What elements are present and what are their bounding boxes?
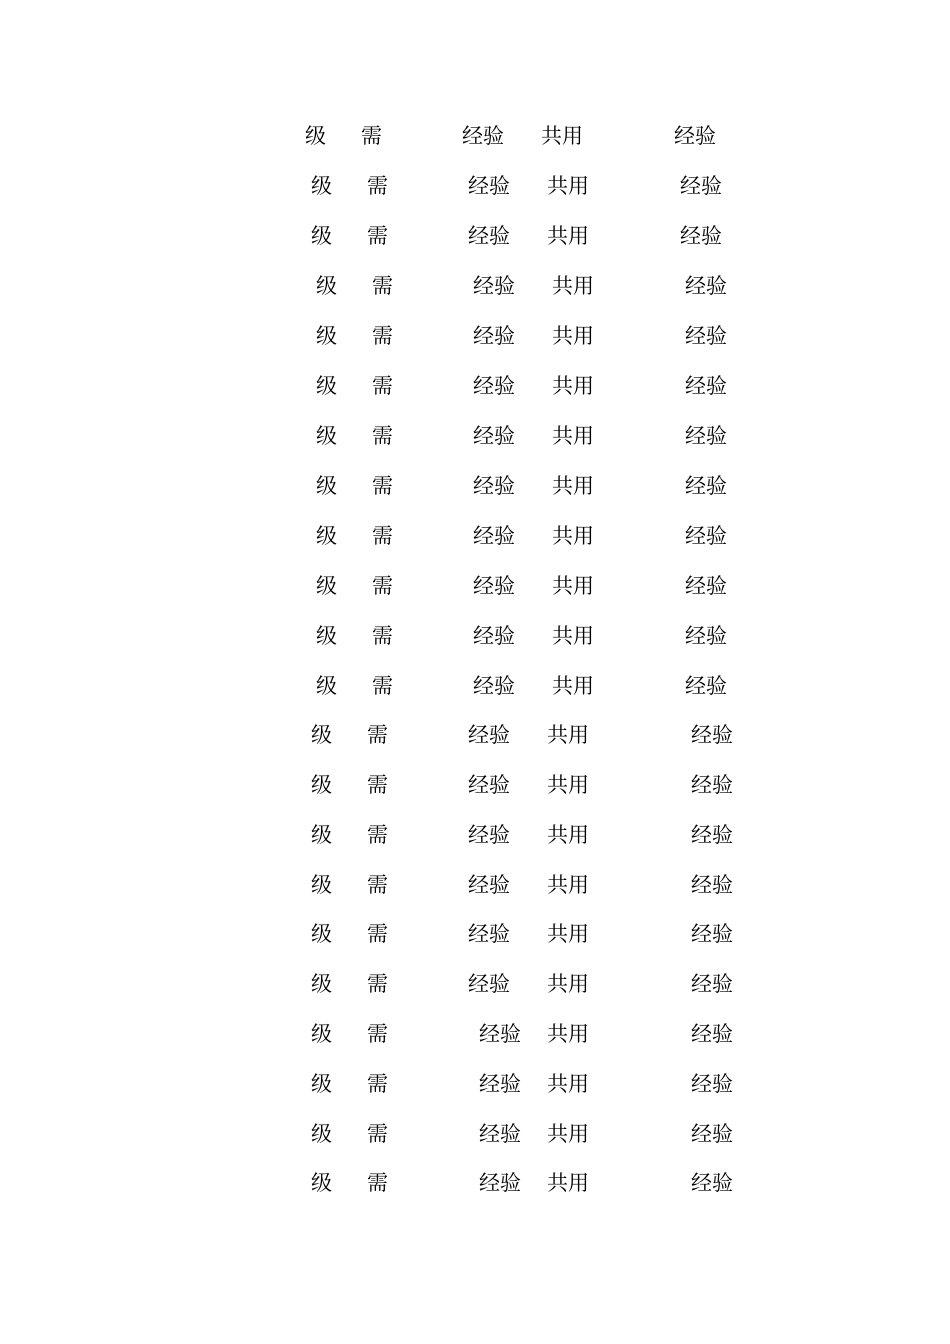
experience-text-2: 经验 (691, 1022, 733, 1046)
text-row (0, 671, 950, 701)
text-row (0, 421, 950, 451)
experience-text: 经验 (473, 374, 515, 398)
need-text: 需 (372, 524, 393, 548)
text-row (0, 1168, 950, 1198)
need-text: 需 (367, 723, 388, 747)
experience-text: 经验 (479, 1122, 521, 1146)
experience-text-2: 经验 (691, 1171, 733, 1195)
total-used-text: 共用 (547, 922, 589, 946)
experience-text: 经验 (468, 972, 510, 996)
total-used-text: 共用 (547, 823, 589, 847)
total-used-text: 共用 (547, 174, 589, 198)
total-used-text: 共用 (552, 624, 594, 648)
experience-text-2: 经验 (680, 224, 722, 248)
total-used-text: 共用 (547, 1072, 589, 1096)
level-text: 级 (311, 1122, 332, 1146)
experience-text-2: 经验 (691, 972, 733, 996)
experience-text: 经验 (479, 1072, 521, 1096)
need-text: 需 (372, 324, 393, 348)
level-text: 级 (316, 524, 337, 548)
level-text: 级 (311, 174, 332, 198)
text-row (0, 321, 950, 351)
text-row (0, 171, 950, 201)
text-row (0, 919, 950, 949)
need-text: 需 (361, 124, 382, 148)
need-text: 需 (367, 1171, 388, 1195)
level-text: 级 (311, 773, 332, 797)
experience-text-2: 经验 (685, 624, 727, 648)
total-used-text: 共用 (541, 124, 583, 148)
experience-text: 经验 (473, 324, 515, 348)
need-text: 需 (372, 624, 393, 648)
experience-text: 经验 (468, 773, 510, 797)
level-text: 级 (316, 674, 337, 698)
text-row (0, 221, 950, 251)
text-row (0, 121, 950, 151)
total-used-text: 共用 (552, 324, 594, 348)
need-text: 需 (367, 972, 388, 996)
total-used-text: 共用 (547, 224, 589, 248)
experience-text: 经验 (473, 274, 515, 298)
total-used-text: 共用 (547, 773, 589, 797)
total-used-text: 共用 (552, 524, 594, 548)
text-row (0, 1069, 950, 1099)
total-used-text: 共用 (552, 424, 594, 448)
level-text: 级 (316, 624, 337, 648)
experience-text: 经验 (473, 474, 515, 498)
experience-text-2: 经验 (691, 922, 733, 946)
experience-text: 经验 (468, 224, 510, 248)
level-text: 级 (311, 224, 332, 248)
experience-text-2: 经验 (691, 773, 733, 797)
experience-text-2: 经验 (685, 424, 727, 448)
experience-text-2: 经验 (685, 474, 727, 498)
text-row (0, 521, 950, 551)
experience-text: 经验 (479, 1022, 521, 1046)
experience-text: 经验 (468, 922, 510, 946)
need-text: 需 (367, 224, 388, 248)
text-row (0, 571, 950, 601)
experience-text-2: 经验 (691, 723, 733, 747)
need-text: 需 (372, 674, 393, 698)
level-text: 级 (311, 972, 332, 996)
experience-text-2: 经验 (691, 1122, 733, 1146)
experience-text-2: 经验 (691, 1072, 733, 1096)
total-used-text: 共用 (547, 723, 589, 747)
experience-text: 经验 (473, 574, 515, 598)
total-used-text: 共用 (547, 873, 589, 897)
total-used-text: 共用 (552, 574, 594, 598)
experience-text-2: 经验 (685, 524, 727, 548)
text-row (0, 621, 950, 651)
level-text: 级 (305, 124, 326, 148)
level-text: 级 (311, 823, 332, 847)
text-row (0, 720, 950, 750)
need-text: 需 (367, 773, 388, 797)
need-text: 需 (372, 374, 393, 398)
level-text: 级 (316, 324, 337, 348)
text-row (0, 1119, 950, 1149)
total-used-text: 共用 (547, 1171, 589, 1195)
experience-text-2: 经验 (691, 823, 733, 847)
total-used-text: 共用 (552, 374, 594, 398)
level-text: 级 (311, 723, 332, 747)
text-row (0, 969, 950, 999)
level-text: 级 (311, 1171, 332, 1195)
experience-text: 经验 (468, 174, 510, 198)
experience-text-2: 经验 (685, 274, 727, 298)
need-text: 需 (367, 823, 388, 847)
total-used-text: 共用 (552, 674, 594, 698)
level-text: 级 (316, 574, 337, 598)
experience-text: 经验 (468, 873, 510, 897)
experience-text: 经验 (462, 124, 504, 148)
experience-text-2: 经验 (691, 873, 733, 897)
level-text: 级 (316, 424, 337, 448)
experience-text: 经验 (473, 524, 515, 548)
level-text: 级 (316, 474, 337, 498)
experience-text-2: 经验 (680, 174, 722, 198)
text-row (0, 870, 950, 900)
experience-text-2: 经验 (685, 374, 727, 398)
need-text: 需 (372, 574, 393, 598)
need-text: 需 (372, 274, 393, 298)
text-row (0, 820, 950, 850)
text-row (0, 1019, 950, 1049)
level-text: 级 (311, 1072, 332, 1096)
level-text: 级 (311, 1022, 332, 1046)
experience-text-2: 经验 (674, 124, 716, 148)
total-used-text: 共用 (552, 474, 594, 498)
text-row (0, 271, 950, 301)
total-used-text: 共用 (547, 1122, 589, 1146)
experience-text: 经验 (479, 1171, 521, 1195)
total-used-text: 共用 (547, 1022, 589, 1046)
experience-text: 经验 (473, 424, 515, 448)
level-text: 级 (311, 922, 332, 946)
total-used-text: 共用 (547, 972, 589, 996)
need-text: 需 (367, 1022, 388, 1046)
level-text: 级 (311, 873, 332, 897)
experience-text: 经验 (473, 624, 515, 648)
experience-text: 经验 (473, 674, 515, 698)
need-text: 需 (367, 873, 388, 897)
text-row (0, 471, 950, 501)
experience-text: 经验 (468, 723, 510, 747)
text-row (0, 371, 950, 401)
experience-text-2: 经验 (685, 574, 727, 598)
need-text: 需 (367, 1122, 388, 1146)
total-used-text: 共用 (552, 274, 594, 298)
need-text: 需 (372, 424, 393, 448)
experience-text: 经验 (468, 823, 510, 847)
text-row (0, 770, 950, 800)
level-text: 级 (316, 274, 337, 298)
need-text: 需 (372, 474, 393, 498)
need-text: 需 (367, 174, 388, 198)
experience-text-2: 经验 (685, 674, 727, 698)
level-text: 级 (316, 374, 337, 398)
experience-text-2: 经验 (685, 324, 727, 348)
need-text: 需 (367, 1072, 388, 1096)
need-text: 需 (367, 922, 388, 946)
